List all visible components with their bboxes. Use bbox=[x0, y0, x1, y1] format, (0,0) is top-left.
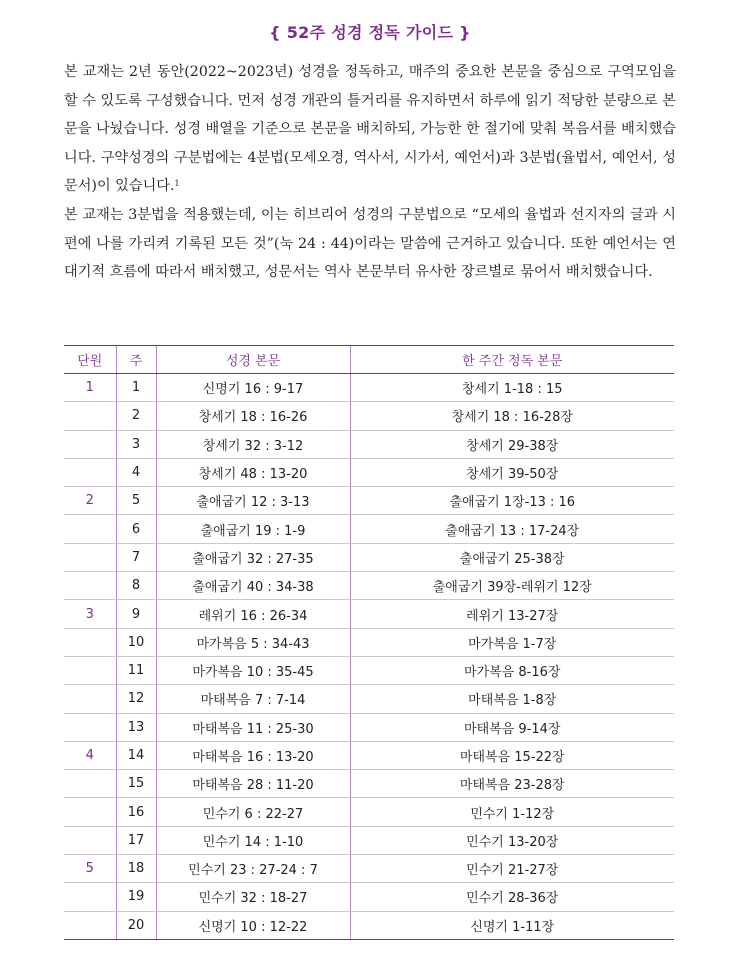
cell-text: 민수기 32 : 18-27 bbox=[156, 883, 350, 911]
cell-text: 신명기 16 : 9-17 bbox=[156, 374, 350, 402]
table-row bbox=[64, 402, 674, 430]
cell-weekly: 레위기 13-27장 bbox=[350, 600, 674, 628]
cell-week: 7 bbox=[116, 543, 156, 571]
cell-week: 8 bbox=[116, 572, 156, 600]
page-title: { 52주 성경 정독 가이드 } bbox=[269, 23, 471, 42]
table-header-row bbox=[64, 346, 674, 374]
cell-unit bbox=[64, 770, 116, 798]
cell-weekly: 마태복음 1-8장 bbox=[350, 685, 674, 713]
table-row bbox=[64, 798, 674, 826]
footnote-mark: 1 bbox=[174, 179, 180, 189]
cell-weekly: 민수기 21-27장 bbox=[350, 855, 674, 883]
cell-weekly: 마태복음 23-28장 bbox=[350, 770, 674, 798]
cell-unit bbox=[64, 458, 116, 486]
cell-weekly: 출애굽기 39장-레위기 12장 bbox=[350, 572, 674, 600]
cell-week: 16 bbox=[116, 798, 156, 826]
cell-week: 9 bbox=[116, 600, 156, 628]
cell-week: 19 bbox=[116, 883, 156, 911]
cell-weekly: 창세기 29-38장 bbox=[350, 430, 674, 458]
cell-text: 민수기 6 : 22-27 bbox=[156, 798, 350, 826]
table-row bbox=[64, 572, 674, 600]
table-row bbox=[64, 855, 674, 883]
cell-unit: 2 bbox=[64, 487, 116, 515]
cell-text: 창세기 18 : 16-26 bbox=[156, 402, 350, 430]
cell-unit: 5 bbox=[64, 855, 116, 883]
cell-weekly: 마태복음 15-22장 bbox=[350, 741, 674, 769]
table-row bbox=[64, 911, 674, 939]
header-unit: 단원 bbox=[64, 346, 116, 374]
cell-unit: 1 bbox=[64, 374, 116, 402]
cell-unit bbox=[64, 883, 116, 911]
cell-week: 20 bbox=[116, 911, 156, 939]
cell-weekly: 민수기 1-12장 bbox=[350, 798, 674, 826]
cell-unit bbox=[64, 798, 116, 826]
cell-text: 레위기 16 : 26-34 bbox=[156, 600, 350, 628]
header-weekly: 한 주간 정독 본문 bbox=[350, 346, 674, 374]
cell-weekly: 마가복음 8-16장 bbox=[350, 656, 674, 684]
table-row bbox=[64, 543, 674, 571]
cell-week: 15 bbox=[116, 770, 156, 798]
cell-unit bbox=[64, 826, 116, 854]
reading-plan-table bbox=[64, 345, 674, 940]
cell-weekly: 마태복음 9-14장 bbox=[350, 713, 674, 741]
intro-paragraph-2: 본 교재는 3분법을 적용했는데, 이는 히브리어 성경의 구분법으로 “모세의 율법과 선지자의 글과 시편에 나를 가리켜 기록된 모든 것”(눅 24 : 44)이라는 말씀에 근거하고 있습니다. 또한 예언서는 연대기적 흐름에 따라서 배치했고, 성문서는 역사 본문부터 유사한 장르별로 묶어서 배치했습니다. bbox=[64, 206, 676, 281]
cell-text: 마가복음 5 : 34-43 bbox=[156, 628, 350, 656]
cell-weekly: 신명기 1-11장 bbox=[350, 911, 674, 939]
cell-text: 마태복음 7 : 7-14 bbox=[156, 685, 350, 713]
cell-week: 6 bbox=[116, 515, 156, 543]
table-row bbox=[64, 374, 674, 402]
table-body bbox=[64, 374, 674, 940]
cell-week: 5 bbox=[116, 487, 156, 515]
cell-unit bbox=[64, 656, 116, 684]
cell-unit bbox=[64, 430, 116, 458]
cell-week: 4 bbox=[116, 458, 156, 486]
cell-text: 민수기 23 : 27-24 : 7 bbox=[156, 855, 350, 883]
table-row bbox=[64, 883, 674, 911]
cell-text: 마태복음 16 : 13-20 bbox=[156, 741, 350, 769]
header-text: 성경 본문 bbox=[156, 346, 350, 374]
cell-week: 17 bbox=[116, 826, 156, 854]
cell-weekly: 창세기 1-18 : 15 bbox=[350, 374, 674, 402]
cell-week: 18 bbox=[116, 855, 156, 883]
cell-weekly: 창세기 18 : 16-28장 bbox=[350, 402, 674, 430]
table-row bbox=[64, 713, 674, 741]
cell-week: 14 bbox=[116, 741, 156, 769]
table-row bbox=[64, 656, 674, 684]
cell-week: 11 bbox=[116, 656, 156, 684]
cell-text: 출애굽기 19 : 1-9 bbox=[156, 515, 350, 543]
cell-weekly: 출애굽기 13 : 17-24장 bbox=[350, 515, 674, 543]
cell-text: 민수기 14 : 1-10 bbox=[156, 826, 350, 854]
table-row bbox=[64, 685, 674, 713]
table-row bbox=[64, 826, 674, 854]
cell-unit bbox=[64, 911, 116, 939]
cell-unit bbox=[64, 628, 116, 656]
cell-week: 2 bbox=[116, 402, 156, 430]
cell-text: 마가복음 10 : 35-45 bbox=[156, 656, 350, 684]
table-row bbox=[64, 515, 674, 543]
cell-weekly: 민수기 13-20장 bbox=[350, 826, 674, 854]
cell-text: 창세기 48 : 13-20 bbox=[156, 458, 350, 486]
cell-week: 12 bbox=[116, 685, 156, 713]
cell-weekly: 마가복음 1-7장 bbox=[350, 628, 674, 656]
intro-text bbox=[64, 58, 676, 287]
cell-weekly: 민수기 28-36장 bbox=[350, 883, 674, 911]
cell-text: 마태복음 11 : 25-30 bbox=[156, 713, 350, 741]
table-row bbox=[64, 430, 674, 458]
table-row bbox=[64, 628, 674, 656]
cell-text: 신명기 10 : 12-22 bbox=[156, 911, 350, 939]
cell-week: 3 bbox=[116, 430, 156, 458]
cell-unit: 4 bbox=[64, 741, 116, 769]
cell-text: 출애굽기 12 : 3-13 bbox=[156, 487, 350, 515]
header-week: 주 bbox=[116, 346, 156, 374]
cell-unit bbox=[64, 402, 116, 430]
intro-paragraph-1 bbox=[64, 58, 676, 201]
cell-unit: 3 bbox=[64, 600, 116, 628]
cell-weekly: 출애굽기 25-38장 bbox=[350, 543, 674, 571]
cell-unit bbox=[64, 685, 116, 713]
table-row bbox=[64, 487, 674, 515]
cell-text: 창세기 32 : 3-12 bbox=[156, 430, 350, 458]
cell-text: 출애굽기 40 : 34-38 bbox=[156, 572, 350, 600]
cell-unit bbox=[64, 713, 116, 741]
table-row bbox=[64, 741, 674, 769]
cell-weekly: 창세기 39-50장 bbox=[350, 458, 674, 486]
cell-week: 1 bbox=[116, 374, 156, 402]
table-row bbox=[64, 458, 674, 486]
cell-week: 13 bbox=[116, 713, 156, 741]
cell-week: 10 bbox=[116, 628, 156, 656]
cell-unit bbox=[64, 572, 116, 600]
intro-paragraph-1-text: 본 교재는 2년 동안(2022~2023년) 성경을 정독하고, 매주의 중요한 본문을 중심으로 구역모임을 할 수 있도록 구성했습니다. 먼저 성경 개관의 틀거리를 유지하면서 하루에 읽기 적당한 분량으로 본문을 나눴습니다. 성경 배열을 기준으로 본문을 배치하되, 가능한 한 절기에 맞춰 복음서를 배치했습니다. 구약성경의 구분법에는 4분법(모세오경, 역사서, 시가서, 예언서)과 3분법(율법서, 예언서, 성문서)이 있습니다. bbox=[64, 64, 676, 195]
cell-unit bbox=[64, 543, 116, 571]
cell-unit bbox=[64, 515, 116, 543]
cell-weekly: 출애굽기 1장-13 : 16 bbox=[350, 487, 674, 515]
cell-text: 출애굽기 32 : 27-35 bbox=[156, 543, 350, 571]
cell-text: 마태복음 28 : 11-20 bbox=[156, 770, 350, 798]
table-row bbox=[64, 600, 674, 628]
table-row bbox=[64, 770, 674, 798]
